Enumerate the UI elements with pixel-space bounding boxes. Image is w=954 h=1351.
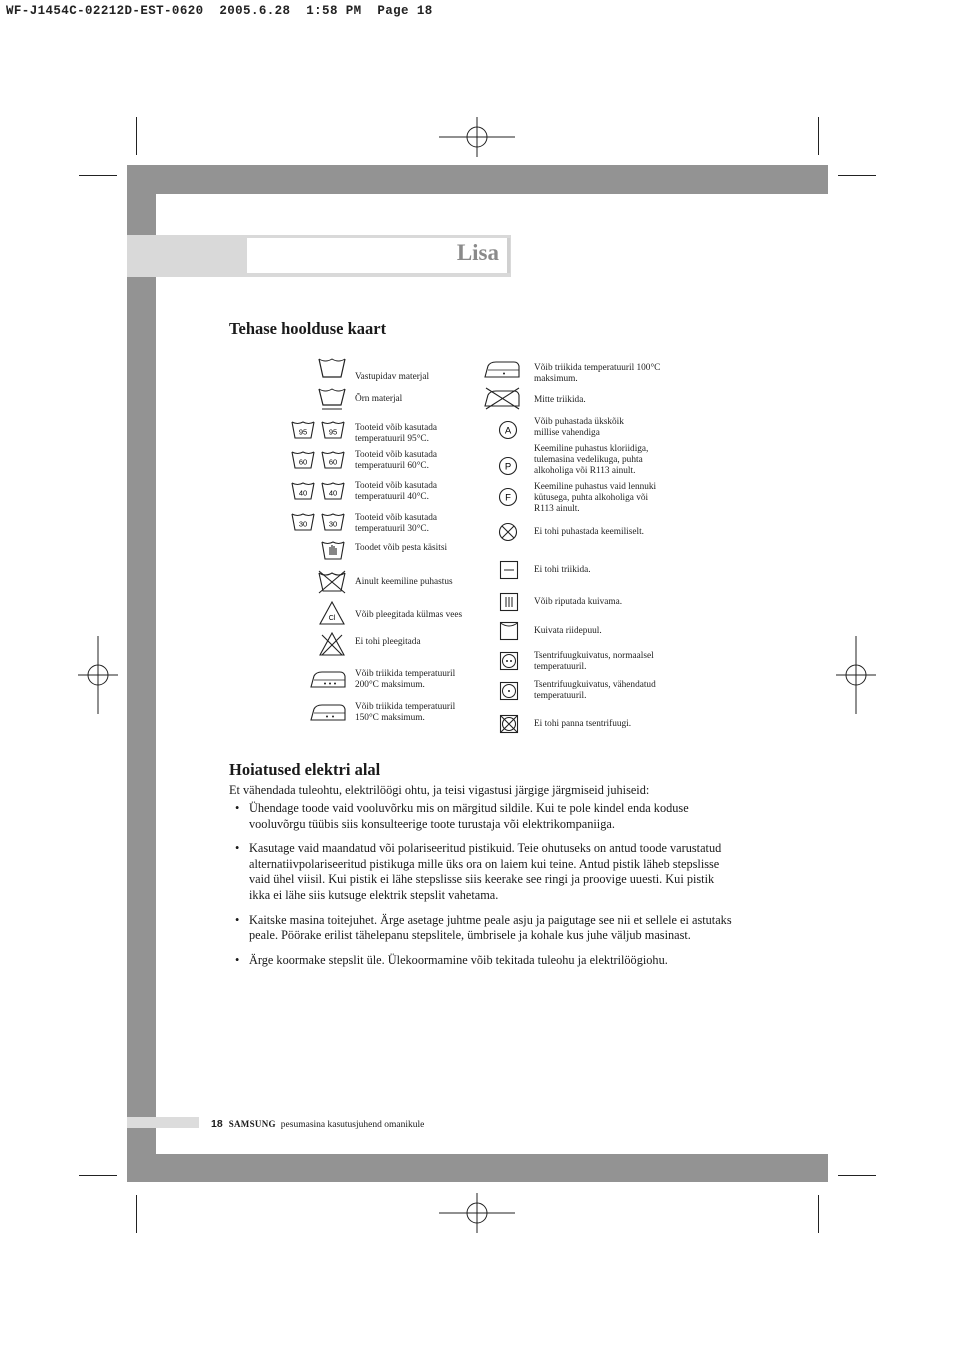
iron-100-icon bbox=[482, 357, 522, 381]
svg-text:95: 95 bbox=[328, 427, 338, 437]
care-label: Tooteid võib kasutada temperatuuril 40°C. bbox=[355, 481, 437, 502]
bleach-icon bbox=[318, 600, 346, 626]
list-item: • Kaitske masina toitejuhet. Ärge asetage juhtme peale asju ja paigutage see nii et sellele ei astutaks peale. Pöörake erilist tähelepanu stepslitele, ümbrisele ja kohale kus juhe väljub masinast. bbox=[232, 913, 732, 944]
dryclean-p-icon bbox=[498, 456, 518, 476]
dry-flat-icon bbox=[499, 560, 519, 580]
hand-wash-icon bbox=[320, 538, 346, 562]
svg-text:A: A bbox=[504, 425, 512, 437]
brand-name: SAMSUNG bbox=[228, 1119, 276, 1129]
page-footer bbox=[211, 1118, 424, 1130]
wash-60-icon bbox=[290, 449, 348, 471]
care-label: Ainult keemiline puhastus bbox=[355, 577, 453, 587]
side-band bbox=[127, 194, 156, 1182]
no-wash-icon bbox=[317, 570, 347, 594]
footer-text: pesumasina kasutusjuhend omanikule bbox=[280, 1120, 425, 1130]
care-label: Toodet võib pesta käsitsi bbox=[355, 543, 448, 553]
wash-tub-gentle-icon bbox=[317, 386, 347, 412]
no-iron-icon bbox=[482, 386, 522, 410]
care-label: Keemiline puhastus kloriidiga, tulemasina vedelikuga, puhta alkoholiga või R113 ainult. bbox=[534, 444, 649, 476]
svg-text:40: 40 bbox=[328, 488, 338, 498]
registration-mark-icon bbox=[78, 636, 118, 714]
crop-mark bbox=[79, 175, 117, 176]
care-label: Ei tohi pleegitada bbox=[355, 637, 421, 647]
list-item: • Kasutage vaid maandatud või polariseeritud pistikuid. Teie ohutuseks on antud toode varustatud alternatiivpolariseeritud pistikuga mille üks ora on laiem kui teine. Antud pistik läheb stepslisse vaid ühel viisil. Kui pistik ei lähe stepslisse siis keerake see ringi ja proovige uuesti. Kui pistik ikka ei lähe siis kutsuge elektrik stepslit vahetama. bbox=[232, 841, 732, 903]
footer-strip bbox=[127, 1117, 199, 1128]
care-chart-heading: Tehase hoolduse kaart bbox=[229, 319, 387, 338]
care-label: Kuivata riidepuul. bbox=[534, 626, 602, 636]
title-box bbox=[247, 238, 510, 273]
dryclean-a-icon bbox=[498, 420, 518, 440]
registration-mark-icon bbox=[836, 636, 876, 714]
wash-30-icon bbox=[290, 511, 348, 533]
care-label: Tooteid võib kasutada temperatuuril 60°C. bbox=[355, 450, 437, 471]
crop-mark bbox=[838, 1175, 876, 1176]
crop-mark bbox=[79, 1175, 117, 1176]
page-number: 18 bbox=[211, 1118, 223, 1130]
no-dryclean-icon bbox=[498, 522, 518, 542]
crop-mark bbox=[136, 117, 137, 155]
list-item: • Ärge koormake stepslit üle. Ülekoormamine võib tekitada tuleohu ja elektrilöögiohu. bbox=[232, 953, 732, 969]
care-label: Õrn materjal bbox=[355, 394, 403, 404]
crop-mark bbox=[818, 117, 819, 155]
page-title: Lisa bbox=[456, 240, 499, 265]
header-band bbox=[127, 165, 828, 194]
tumble-dry-low-icon bbox=[499, 681, 519, 701]
no-bleach-icon bbox=[318, 631, 346, 657]
svg-text:30: 30 bbox=[328, 519, 338, 529]
no-tumble-dry-icon bbox=[499, 714, 519, 734]
care-label: Võib pleegitada külmas vees bbox=[355, 610, 463, 620]
care-label: Tsentrifuugkuivatus, normaalsel temperatuuril. bbox=[534, 651, 654, 672]
care-label: Ei tohi triikida. bbox=[534, 565, 591, 575]
print-header: WF-J1454C-02212D-EST-0620 2005.6.28 1:58 PM Page 18 bbox=[6, 4, 433, 18]
care-label: Võib riputada kuivama. bbox=[534, 597, 623, 607]
warnings-list bbox=[232, 801, 732, 977]
line-dry-icon bbox=[499, 621, 519, 641]
care-label: Tooteid võib kasutada temperatuuril 30°C. bbox=[355, 513, 437, 534]
drip-dry-icon bbox=[499, 592, 519, 612]
wash-95-icon bbox=[290, 419, 348, 441]
svg-text:P: P bbox=[504, 461, 512, 473]
care-label: Ei tohi puhastada keemiliselt. bbox=[534, 527, 644, 537]
svg-text:30: 30 bbox=[298, 519, 308, 529]
crop-mark bbox=[818, 1195, 819, 1233]
svg-text:F: F bbox=[505, 492, 511, 504]
svg-text:60: 60 bbox=[328, 457, 338, 467]
registration-mark-icon bbox=[437, 117, 517, 165]
care-label: Keemiline puhastus vaid lennuki kütusega, puhta alkoholiga või R113 ainult. bbox=[534, 482, 657, 514]
wash-40-icon bbox=[290, 480, 348, 502]
care-label: Tooteid võib kasutada temperatuuril 95°C. bbox=[355, 423, 437, 444]
registration-mark-icon bbox=[437, 1193, 517, 1241]
care-label: Vastupidav materjal bbox=[355, 372, 430, 382]
svg-text:40: 40 bbox=[298, 488, 308, 498]
care-label: Tsentrifuugkuivatus, vähendatud temperatuuril. bbox=[534, 680, 656, 701]
electrical-warnings-heading: Hoiatused elektri alal bbox=[229, 760, 381, 779]
care-label: Mitte triikida. bbox=[534, 395, 586, 405]
tumble-dry-normal-icon bbox=[499, 651, 519, 671]
crop-mark bbox=[838, 175, 876, 176]
crop-mark bbox=[136, 1195, 137, 1233]
care-label: Ei tohi panna tsentrifuugi. bbox=[534, 719, 632, 729]
dryclean-f-icon bbox=[498, 487, 518, 507]
care-label: Võib triikida temperatuuril 150°C maksimum. bbox=[355, 702, 456, 723]
list-item: • Ühendage toode vaid vooluvõrku mis on märgitud sildile. Kui te pole kindel enda koduse vooluvõrgu tüübis siis konsulteerige toote turustaja või elektrikompaniiga. bbox=[232, 801, 732, 832]
svg-text:Cl: Cl bbox=[328, 615, 336, 622]
svg-text:60: 60 bbox=[298, 457, 308, 467]
warnings-intro: Et vähendada tuleohtu, elektrilöögi ohtu, ja teisi vigastusi järgige järgmiseid juhiseid: bbox=[229, 783, 650, 797]
svg-text:95: 95 bbox=[298, 427, 308, 437]
care-label: Võib triikida temperatuuril 100°C maksimum. bbox=[534, 363, 661, 384]
iron-150-icon bbox=[308, 700, 348, 724]
care-label: Võib puhastada ükskõik millise vahendiga bbox=[534, 417, 624, 438]
iron-200-icon bbox=[308, 667, 348, 691]
footer-band bbox=[127, 1154, 828, 1182]
care-label: Võib triikida temperatuuril 200°C maksimum. bbox=[355, 669, 456, 690]
wash-tub-icon bbox=[317, 356, 347, 380]
